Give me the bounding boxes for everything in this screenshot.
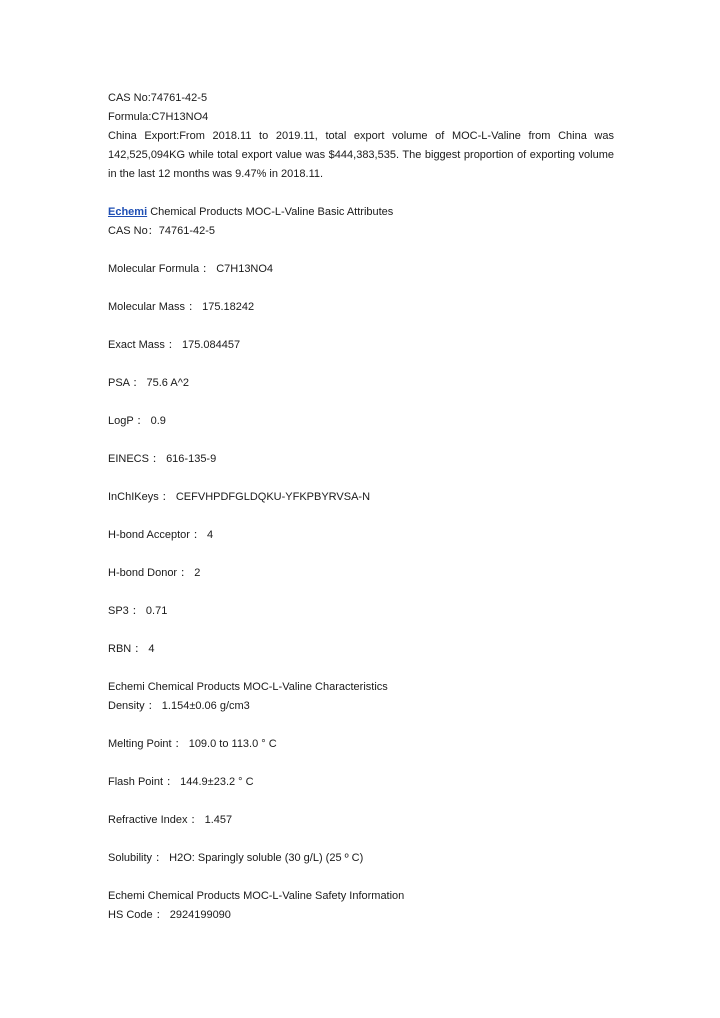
- attribute-logp: LogP ： 0.9: [108, 415, 166, 427]
- spacer: [108, 241, 614, 260]
- attribute-hbond-donor: H-bond Donor ： 2: [108, 567, 201, 579]
- spacer: [108, 754, 614, 773]
- characteristic-solubility: Solubility ： H2O: Sparingly soluble (30 g/L) (25 º C): [108, 852, 364, 864]
- attribute-inchikeys: InChIKeys ： CEFVHPDFGLDQKU-YFKPBYRVSA-N: [108, 491, 371, 503]
- attribute-molecular-formula: Molecular Formula ： C7H13NO4: [108, 263, 274, 275]
- cas-number-line: CAS No:74761-42-5: [108, 92, 208, 104]
- basic-attributes-heading-text: Chemical Products MOC-L-Valine Basic Attributes: [147, 206, 394, 218]
- spacer: [108, 393, 614, 412]
- attribute-cas: CAS No：74761-42-5: [108, 225, 216, 237]
- attribute-einecs: EINECS ： 616-135-9: [108, 453, 217, 465]
- attribute-exact-mass: Exact Mass ： 175.084457: [108, 339, 241, 351]
- spacer: [108, 279, 614, 298]
- spacer: [108, 184, 614, 203]
- attribute-molecular-mass: Molecular Mass ： 175.18242: [108, 301, 255, 313]
- spacer: [108, 431, 614, 450]
- spacer: [108, 868, 614, 887]
- characteristic-melting-point: Melting Point ： 109.0 to 113.0 ° C: [108, 738, 277, 750]
- spacer: [108, 716, 614, 735]
- spacer: [108, 830, 614, 849]
- attribute-sp3: SP3 ： 0.71: [108, 605, 168, 617]
- safety-hs-code: HS Code ： 2924199090: [108, 909, 231, 921]
- attribute-psa: PSA ： 75.6 A^2: [108, 377, 189, 389]
- spacer: [108, 583, 614, 602]
- spacer: [108, 507, 614, 526]
- attribute-rbn: RBN ： 4: [108, 643, 155, 655]
- characteristic-flash-point: Flash Point ： 144.9±23.2 ° C: [108, 776, 254, 788]
- characteristic-density: Density ： 1.154±0.06 g/cm3: [108, 700, 250, 712]
- echemi-link[interactable]: Echemi: [108, 206, 148, 218]
- spacer: [108, 317, 614, 336]
- spacer: [108, 792, 614, 811]
- formula-line: Formula:C7H13NO4: [108, 111, 209, 123]
- basic-attributes-heading: [108, 203, 614, 222]
- attribute-hbond-acceptor: H-bond Acceptor ： 4: [108, 529, 214, 541]
- characteristic-refractive-index: Refractive Index ： 1.457: [108, 814, 233, 826]
- document-content: [108, 89, 614, 925]
- spacer: [108, 469, 614, 488]
- spacer: [108, 545, 614, 564]
- safety-heading: Echemi Chemical Products MOC-L-Valine Safety Information: [108, 890, 405, 902]
- export-paragraph: China Export:From 2018.11 to 2019.11, total export volume of MOC-L-Valine from China was 142,525,094KG while total export value was $444,383,535. The biggest proportion of exporting volume in the last 12 months was 9.47% in 2018.11.: [108, 130, 614, 180]
- characteristics-heading: Echemi Chemical Products MOC-L-Valine Characteristics: [108, 681, 388, 693]
- spacer: [108, 621, 614, 640]
- spacer: [108, 659, 614, 678]
- spacer: [108, 355, 614, 374]
